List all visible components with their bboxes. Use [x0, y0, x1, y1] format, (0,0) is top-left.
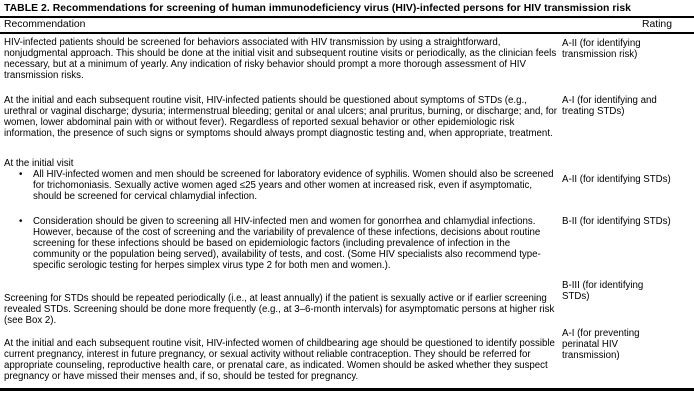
recommendation-text-3: All HIV-infected women and men should be screened for laboratory evidence of syphilis. Women should also be screened for trichomoniasis. Sexually active women aged ≤25 years and other women at increased risk, even if asymptomatic, should be screened for cervical chlamydial infection. [33, 169, 554, 202]
recommendation-text-2: At the initial and each subsequent routine visit, HIV-infected patients should be questioned about symptoms of STDs (e.g., urethral or vaginal discharge; dysuria; intermenstrual bleeding; genital or anal ulcers; anal pruritus, burning, or discharge; and, for women, lower abdominal pain with or without fever). Regardless of reported sexual behavior or other epidemiologic risk information, the presence of such signs or symptoms should always prompt diagnostic testing and, when appropriate, treatment. [4, 95, 558, 139]
recommendation-text-5: Screening for STDs should be repeated periodically (i.e., at least annually) if the patient is sexually active or if earlier screening revealed STDs. Screening should be done more frequently (e.g., at 3–6-month intervals) for asymptomatic persons at higher risk (see Box 2). [4, 293, 555, 326]
title-rule [0, 16, 694, 18]
rating-text-2: A-I (for identifying and treating STDs) [562, 95, 657, 117]
table-title: TABLE 2. Recommendations for screening of human immunodeficiency virus (HIV)-infected persons for HIV transmission risk [4, 3, 632, 14]
bottom-rule [0, 388, 694, 391]
rating-text-3: A-II (for identifying STDs) [562, 174, 671, 185]
recommendation-text-1: HIV-infected patients should be screened for behaviors associated with HIV transmission by using a straightforward, nonjudgmental approach. This should be done at the initial visit and subsequent routine visits or periodically, as the clinician feels necessary, but at a minimum of yearly. Any indication of risky behavior should prompt a more thorough assessment of HIV transmission risks. [4, 37, 557, 81]
rating-text-1: A-II (for identifying transmission risk) [562, 38, 641, 60]
rating-text-6: A-I (for preventing perinatal HIV transmission) [562, 328, 640, 361]
bullet-icon: • [19, 216, 23, 227]
recommendation-text-6: At the initial and each subsequent routine visit, HIV-infected women of childbearing age should be questioned to identify possible current pregnancy, interest in future pregnancy, or sexual activity without reliable contraception. They should be referred for appropriate counseling, reproductive health care, or prenatal care, as indicated. Women should be asked whether they suspect pregnancy or have missed their menses and, if so, should be tested for pregnancy. [4, 338, 555, 382]
bullet-item-2 [19, 216, 556, 271]
recommendation-text-4: Consideration should be given to screening all HIV-infected men and women for gonorrhea and chlamydial infections. However, because of the cost of screening and the variability of prevalence of these infections, decisions about routine screening for these infections should be based on epidemiologic factors (including prevalence of infection in the community or the population being served), availability of tests, and cost. (Some HIV specialists also recommend type-specific serologic testing for herpes simplex virus type 2 for both men and women.). [33, 216, 541, 271]
bullet-item-1 [19, 169, 556, 202]
column-header-recommendation: Recommendation [4, 19, 86, 30]
column-header-rating: Rating [641, 19, 672, 30]
rating-text-4: B-II (for identifying STDs) [562, 216, 671, 227]
header-rule [0, 32, 694, 34]
bullet-icon: • [19, 169, 23, 180]
section-heading-initial-visit: At the initial visit [4, 158, 74, 169]
rating-text-5: B-III (for identifying STDs) [562, 280, 644, 302]
